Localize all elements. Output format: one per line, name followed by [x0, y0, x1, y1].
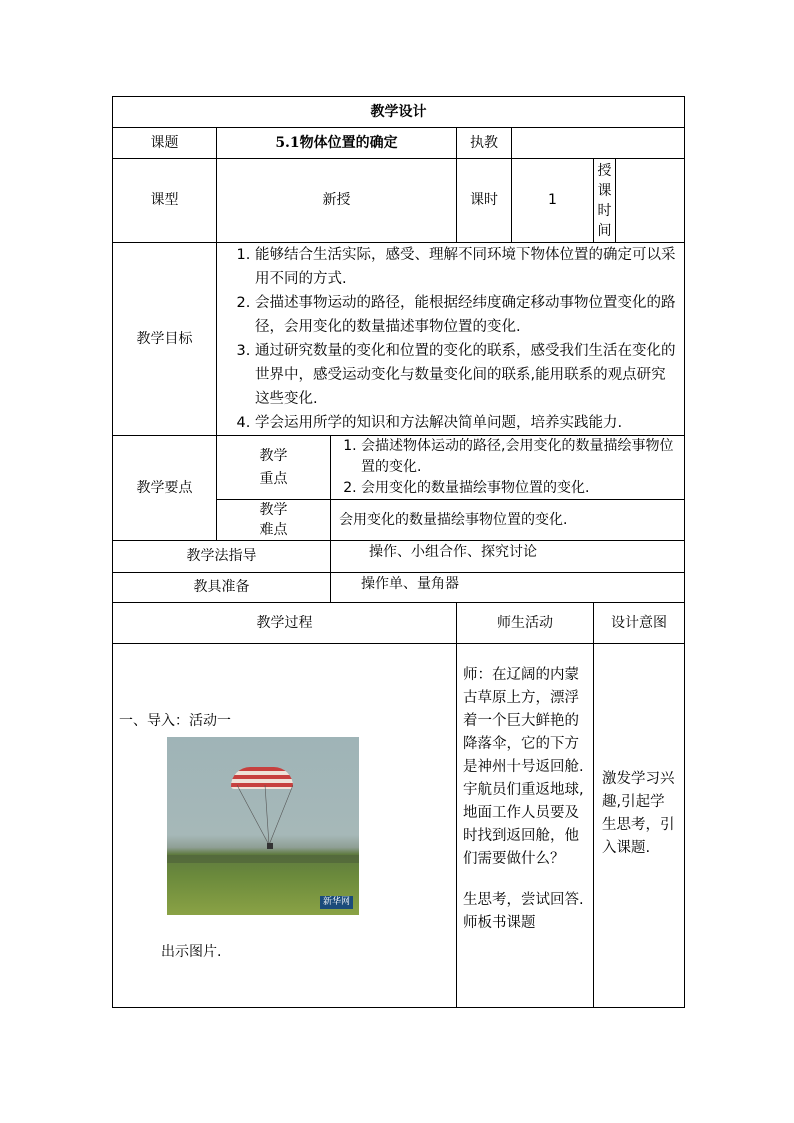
image-caption: 出示图片. [161, 944, 222, 960]
student-response: 生思考，尝试回答. [463, 892, 584, 908]
time-label: 授 课 时 间 [594, 159, 616, 243]
method-value: 操作、小组合作、探究讨论 [331, 541, 685, 573]
goals-list-cell [217, 243, 685, 436]
goal-item: 2. 会描述事物运动的路径，能根据经纬度确定移动事物位置变化的路径，会用变化的数量描述事物位置的变化. [255, 291, 678, 339]
lesson-plan-table [112, 96, 685, 1008]
goal-item: 3. 通过研究数量的变化和位置的变化的联系，感受我们生活在变化的世界中，感受运动变化与数量变化间的联系,能用联系的观点研究这些变化. [255, 339, 678, 411]
intent-cell [594, 644, 685, 1008]
topic-value: 5.1物体位置的确定 [217, 128, 457, 159]
teacher-prompt: 师：在辽阔的内蒙古草原上方，漂浮着一个巨大鲜艳的降落伞，它的下方是神州十号返回舱.宇航员们重返地球,地面工作人员要及时找到返回舱，他们需要做什么？ [463, 667, 584, 867]
difficulty-label: 教学 难点 [217, 500, 331, 541]
focus-item: 2. 会用变化的数量描绘事物位置的变化. [361, 478, 678, 499]
watermark-logo: 新华网 [320, 896, 353, 909]
hours-label: 课时 [457, 159, 512, 243]
type-label: 课型 [113, 159, 217, 243]
topic-label: 课题 [113, 128, 217, 159]
process-content [113, 644, 457, 1008]
tools-label: 教具准备 [113, 573, 331, 603]
process-header-col1: 教学过程 [113, 603, 457, 644]
teacher-label: 执教 [457, 128, 512, 159]
goals-label: 教学目标 [113, 243, 217, 436]
time-value [616, 159, 685, 243]
focus-cell [331, 436, 685, 500]
goal-item: 1. 能够结合生活实际，感受、理解不同环境下物体位置的确定可以采用不同的方式. [255, 243, 678, 291]
type-value: 新授 [217, 159, 457, 243]
goal-item: 4. 学会运用所学的知识和方法解决简单问题，培养实践能力. [255, 411, 678, 435]
activity-cell [457, 644, 594, 1008]
teacher-value [512, 128, 685, 159]
process-header-col3: 设计意图 [594, 603, 685, 644]
design-intent: 激发学习兴趣,引起学生思考，引入课题. [602, 771, 675, 856]
board-note: 师板书课题 [463, 915, 536, 931]
key-points-label: 教学要点 [113, 436, 217, 541]
parachute-lines [237, 785, 293, 847]
goals-list [217, 243, 684, 435]
focus-list [331, 436, 684, 499]
focus-item: 1. 会描述物体运动的路径,会用变化的数量描绘事物位置的变化. [361, 436, 678, 478]
return-capsule [267, 843, 273, 849]
page-title: 教学设计 [113, 97, 685, 128]
parachute-photo [167, 737, 359, 915]
process-header-col2: 师生活动 [457, 603, 594, 644]
focus-label: 教学 重点 [217, 436, 331, 500]
tools-value: 操作单、量角器 [331, 573, 685, 603]
hours-value: 1 [512, 159, 594, 243]
step-title: 一、导入：活动一 [119, 713, 231, 729]
difficulty-text: 会用变化的数量描绘事物位置的变化. [331, 500, 685, 541]
method-label: 教学法指导 [113, 541, 331, 573]
